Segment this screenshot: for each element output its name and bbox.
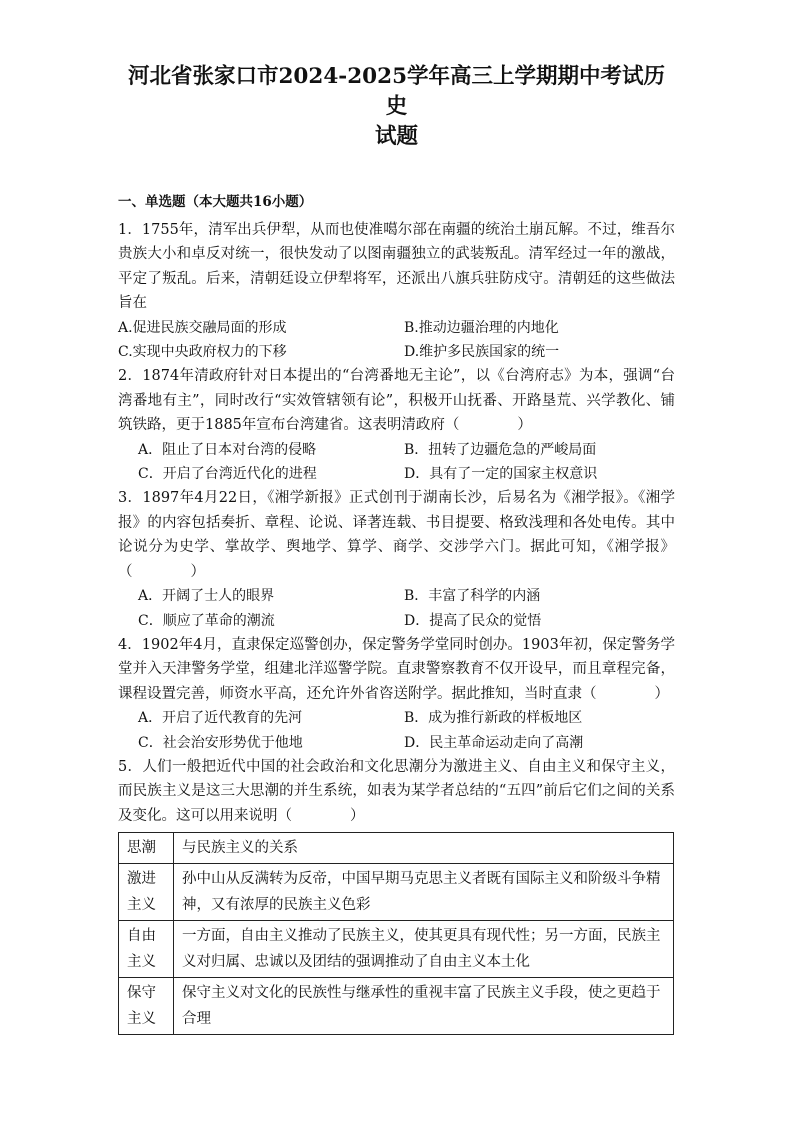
thought-trends-table	[118, 832, 674, 1035]
question-stem: 1．1755年，清军出兵伊犁，从而也使准噶尔部在南疆的统治土崩瓦解。不过，维吾尔贵族大小和卓反对统一，很快发动了以图南疆独立的武装叛乱。清军经过一年的激战，平定了叛乱。后来，清朝廷设立伊犁将军，还派出八旗兵驻防戍守。清朝廷的这些做法旨在	[118, 222, 675, 312]
option-b[interactable]: B．扭转了边疆危急的严峻局面	[404, 441, 597, 458]
option-b[interactable]: B.推动边疆治理的内地化	[404, 319, 559, 336]
option-d[interactable]: D．民主革命运动走向了高潮	[404, 734, 584, 751]
option-c[interactable]: C．社会治安形势优于他地	[138, 734, 303, 751]
option-b[interactable]: B．成为推行新政的样板地区	[404, 710, 583, 727]
table-cell: 保守主义对文化的民族性与继承性的重视丰富了民族主义手段，使之更趋于合理	[174, 978, 674, 1035]
option-c[interactable]: C．顺应了革命的潮流	[138, 612, 275, 629]
option-c[interactable]: C.实现中央政府权力的下移	[118, 344, 287, 361]
table-cell: 激进主义	[119, 864, 174, 921]
table-cell: 自由主义	[119, 921, 174, 978]
question-2	[118, 364, 675, 486]
option-b[interactable]: B．丰富了科学的内涵	[404, 588, 541, 605]
question-stem: 3．1897年4月22日，《湘学新报》正式创刊于湖南长沙，后易名为《湘学报》。《湘学报》的内容包括奏折、章程、论说、译著连载、书目提要、格致浅理和各处电传。其中论说分为史学、掌故学、舆地学、算学、商学、交涉学六门。据此可知，《湘学报》（ ）	[118, 490, 675, 580]
table-header-cell: 与民族主义的关系	[174, 833, 674, 864]
option-a[interactable]: A．阻止了日本对台湾的侵略	[138, 441, 317, 458]
options	[118, 706, 675, 755]
table-row	[119, 921, 674, 978]
exam-title	[118, 62, 675, 152]
option-c[interactable]: C．开启了台湾近代化的进程	[138, 466, 317, 483]
option-a[interactable]: A．开阔了士人的眼界	[138, 588, 275, 605]
options	[118, 438, 675, 487]
question-1	[118, 218, 675, 364]
question-stem: 2．1874年清政府针对日本提出的“台湾番地无主论”，以《台湾府志》为本，强调“台湾番地有主”，同时改行“实效管辖领有论”，积极开山抚番、开路垦荒、兴学教化、铺筑铁路，更于1885年宣布台湾建省。这表明清政府（ ）	[118, 368, 675, 434]
option-a[interactable]: A．开启了近代教育的先河	[138, 710, 303, 727]
exam-title-line2: 试题	[374, 124, 418, 149]
option-d[interactable]: D．具有了一定的国家主权意识	[404, 466, 598, 483]
table-cell: 一方面，自由主义推动了民族主义，使其更具有现代性；另一方面，民族主义对归属、忠诚以及团结的强调推动了自由主义本土化	[174, 921, 674, 978]
table-header-row	[119, 833, 674, 864]
section-heading: 一、单选题（本大题共16小题）	[118, 194, 313, 210]
table-row	[119, 978, 674, 1035]
table-header-cell: 思潮	[119, 833, 174, 864]
question-stem: 4．1902年4月，直隶保定巡警创办，保定警务学堂同时创办。1903年初，保定警务学堂并入天津警务学堂，组建北洋巡警学院。直隶警察教育不仅开设早，而且章程完备，课程设置完善，师资水平高，还允许外省咨送附学。据此推知，当时直隶（ ）	[118, 636, 675, 702]
question-3	[118, 486, 675, 632]
question-stem: 5．人们一般把近代中国的社会政治和文化思潮分为激进主义、自由主义和保守主义，而民族主义是这三大思潮的并生系统，如表为某学者总结的“五四”前后它们之间的关系及变化。这可以用来说明（ ）	[118, 758, 675, 824]
table-cell: 孙中山从反满转为反帝，中国早期马克思主义者既有国际主义和阶级斗争精神，又有浓厚的民族主义色彩	[174, 864, 674, 921]
table-cell: 保守主义	[119, 978, 174, 1035]
option-a[interactable]: A.促进民族交融局面的形成	[118, 319, 287, 336]
table-row	[119, 864, 674, 921]
option-d[interactable]: D．提高了民众的觉悟	[404, 612, 542, 629]
options	[118, 316, 675, 365]
option-d[interactable]: D.维护多民族国家的统一	[404, 344, 560, 361]
exam-title-line1: 河北省张家口市2024-2025学年高三上学期期中考试历史	[127, 64, 666, 119]
question-5	[118, 755, 675, 1035]
options	[118, 584, 675, 633]
question-4	[118, 633, 675, 755]
